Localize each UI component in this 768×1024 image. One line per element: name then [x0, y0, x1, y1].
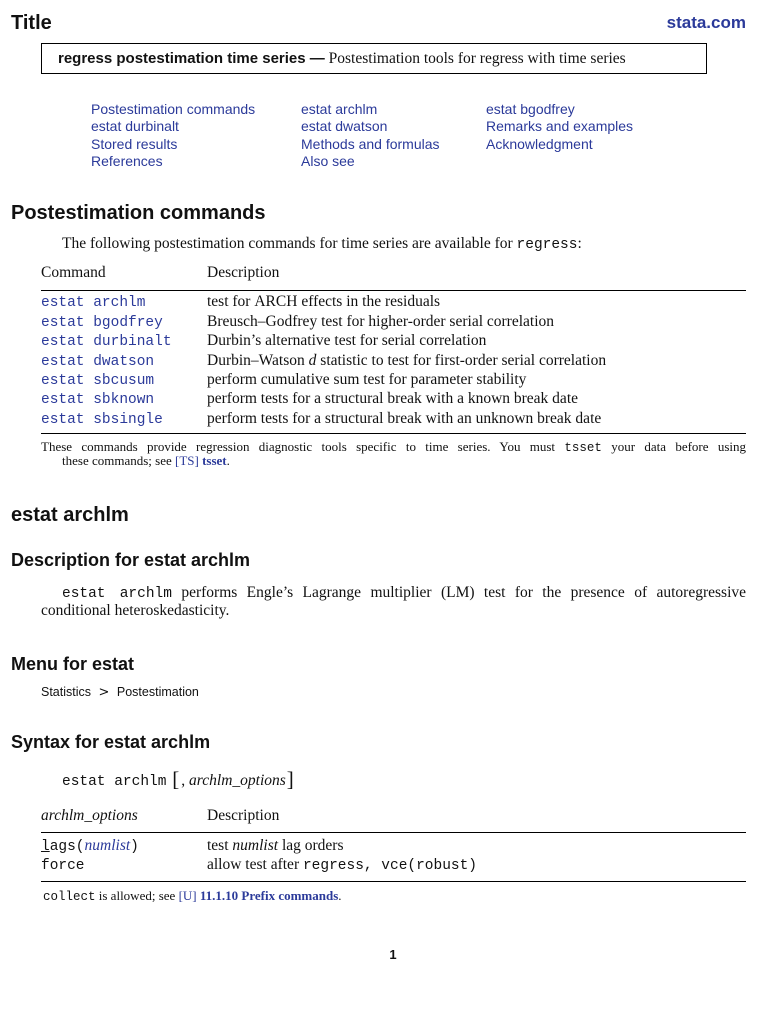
section-heading: estat archlm [11, 504, 129, 526]
command-link[interactable]: estat sbsingle [41, 412, 163, 428]
option-argument-link[interactable]: numlist [84, 837, 131, 854]
table-rule [41, 881, 746, 882]
desc-text: test for [207, 293, 251, 310]
command-link[interactable]: estat sbknown [41, 392, 155, 408]
toc-link[interactable]: Remarks and examples [486, 118, 634, 134]
table-row-description: perform tests for a structural break with a known break date [207, 390, 579, 407]
toc-link[interactable]: References [91, 153, 163, 169]
option-desc-text: allow test after [207, 856, 300, 873]
toc-link[interactable]: Postestimation commands [91, 101, 256, 117]
table-rule [41, 433, 746, 434]
option-desc-text: test [207, 837, 229, 854]
subsection-heading: Syntax for estat archlm [11, 732, 211, 752]
toc-link[interactable]: estat bgodfrey [486, 101, 575, 117]
page-header-title: Title [11, 12, 52, 34]
table-row-description: Durbin’s alternative test for serial correlation [207, 332, 487, 349]
option-desc-command: regress, vce(robust) [302, 858, 478, 874]
toc-link[interactable]: Acknowledgment [486, 136, 593, 152]
table-row-description [207, 293, 440, 311]
command-link[interactable]: estat sbcusum [41, 373, 155, 389]
desc-text: Durbin–Watson [207, 352, 305, 369]
description-paragraph-line2: conditional heteroskedasticity. [41, 602, 230, 619]
title-box [41, 43, 707, 74]
table-row-description: perform cumulative sum test for parameter stability [207, 371, 527, 388]
toc-link[interactable]: estat dwatson [301, 118, 388, 134]
collect-text: is allowed; see [98, 888, 176, 903]
column-header-description: Description [207, 807, 280, 824]
subsection-heading: Menu for estat [11, 654, 135, 674]
command-link[interactable]: estat dwatson [41, 354, 155, 370]
intro-punct: : [577, 235, 582, 252]
description-smallcaps: LM [446, 584, 470, 601]
menu-item-statistics: Statistics [41, 685, 92, 699]
desc-text: statistic to test for first-order serial correlation [320, 352, 607, 369]
collect-punct: . [338, 888, 342, 903]
toc-link[interactable]: Methods and formulas [301, 136, 440, 152]
note-text: These commands provide regression diagnostic tools specific to time series. You must [41, 439, 556, 454]
syntax-bracket-close: ] [286, 767, 294, 791]
toc-link[interactable]: Stored results [91, 136, 178, 152]
toc-link[interactable]: estat archlm [301, 101, 378, 117]
syntax-command: estat archlm [62, 774, 167, 790]
menu-separator: > [98, 685, 110, 700]
option-name: ags( [49, 839, 85, 855]
desc-smallcaps: ARCH [254, 293, 298, 310]
ref-entry: 11.1.10 Prefix commands [199, 888, 339, 903]
option-force: force [41, 858, 85, 874]
description-command: estat archlm [62, 586, 172, 602]
site-link[interactable]: stata.com [666, 13, 746, 32]
ref-entry: tsset [202, 453, 227, 468]
command-link[interactable]: estat bgodfrey [41, 315, 163, 331]
column-header-description: Description [207, 264, 280, 281]
section-heading: Postestimation commands [11, 202, 266, 224]
table-rule [41, 832, 746, 833]
table-row-description: Breusch–Godfrey test for higher-order serial correlation [207, 313, 555, 330]
option-desc-text: lag orders [281, 837, 344, 854]
syntax-line [62, 766, 294, 791]
table-row-description: perform tests for a structural break with an unknown break date [207, 410, 602, 427]
syntax-comma: , [181, 772, 186, 789]
command-link[interactable]: estat archlm [41, 295, 146, 311]
syntax-options: archlm_options [189, 772, 286, 789]
description-text: performs Engle’s Lagrange multiplier ( [181, 584, 447, 601]
desc-text: effects in the residuals [301, 293, 441, 310]
entry-title: regress postestimation time series — [58, 50, 325, 67]
note-punct: . [226, 453, 230, 468]
subsection-heading: Description for estat archlm [11, 550, 251, 570]
option-lags-description [207, 837, 343, 855]
column-header-command: Command [41, 264, 106, 281]
menu-item-postestimation: Postestimation [116, 685, 199, 699]
ref-manual: [TS] [175, 453, 199, 468]
desc-italic: d [308, 352, 317, 369]
intro-command: regress [516, 237, 578, 253]
page-number: 1 [389, 947, 397, 962]
option-close-paren: ) [130, 839, 139, 855]
note-text: your data before using [611, 439, 747, 454]
collect-command: collect [43, 890, 96, 904]
entry-description: Postestimation tools for regress with time series [328, 49, 626, 67]
note-text: these commands; see [62, 453, 172, 468]
ref-manual: [U] [178, 888, 197, 903]
intro-text: The following postestimation commands for time series are available for [62, 235, 513, 252]
menu-path [41, 685, 199, 700]
toc-link[interactable]: estat durbinalt [91, 118, 179, 134]
column-header-options: archlm_options [41, 807, 138, 824]
ts-tsset-link[interactable] [175, 453, 227, 468]
option-lags [41, 837, 139, 855]
syntax-bracket-open: [ [172, 767, 180, 791]
table-row-description [207, 352, 606, 370]
u-prefix-link[interactable] [178, 888, 342, 903]
table-rule [41, 290, 746, 291]
collect-note [43, 889, 342, 904]
description-text: ) test for the presence of autoregressive [469, 584, 747, 601]
toc-link[interactable]: Also see [301, 153, 355, 169]
postest-intro [62, 235, 582, 253]
table-note-continued [62, 454, 230, 468]
command-link[interactable]: estat durbinalt [41, 334, 172, 350]
option-abbrev: l [41, 839, 50, 855]
note-command: tsset [564, 441, 602, 455]
option-force-description [207, 856, 477, 874]
option-desc-italic: numlist [232, 837, 279, 854]
